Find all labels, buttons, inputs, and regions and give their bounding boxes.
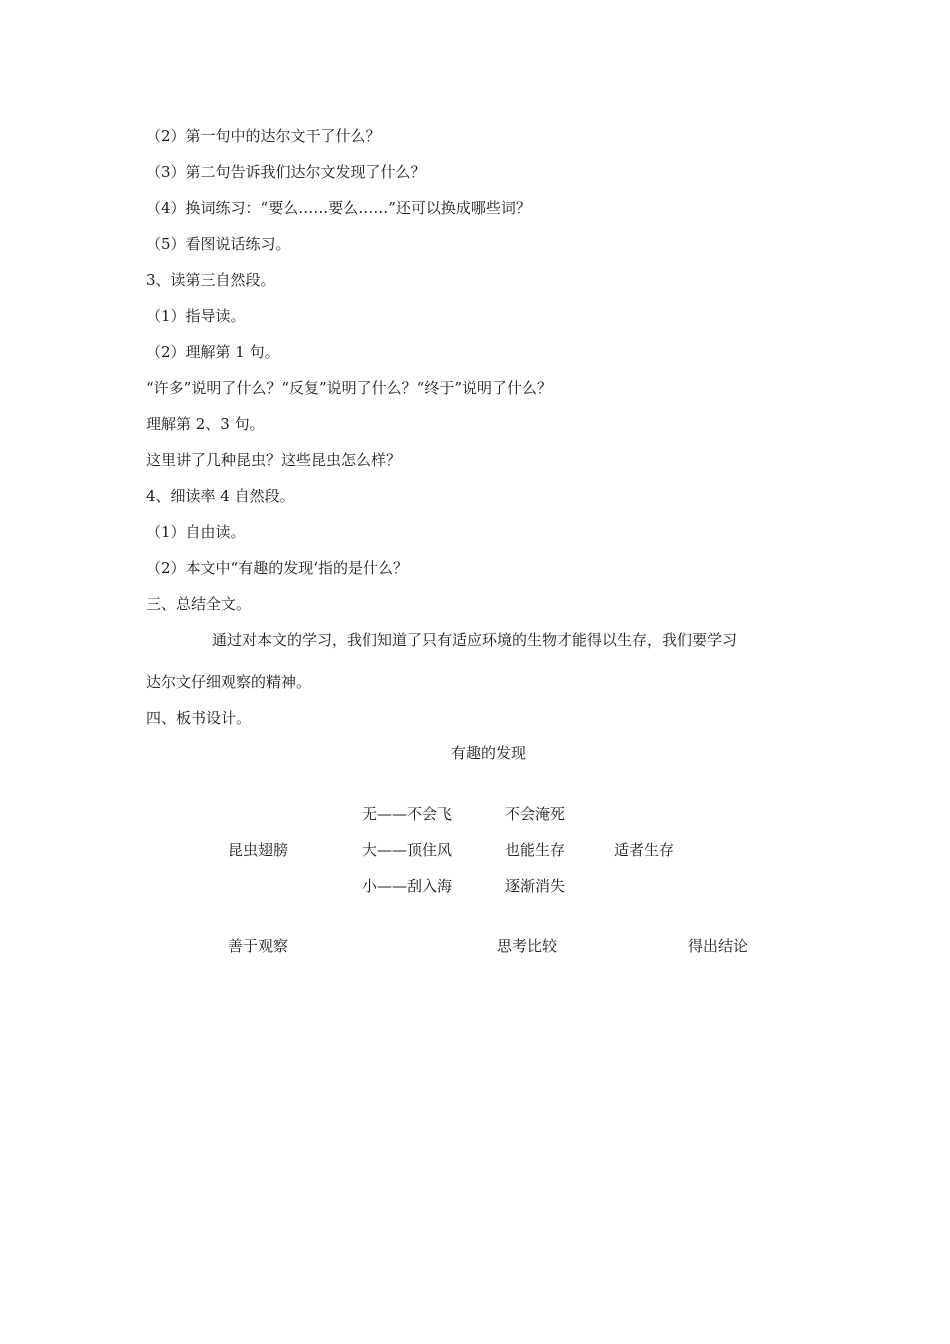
board-cell: 无——不会飞 bbox=[362, 805, 453, 823]
board-right-label: 适者生存 bbox=[614, 841, 675, 859]
text-line: 4、细读率 4 自然段。 bbox=[146, 487, 295, 505]
paragraph-line: 通过对本文的学习，我们知道了只有适应环境的生物才能得以生存，我们要学习 bbox=[212, 631, 738, 649]
text-line: 3、读第三自然段。 bbox=[146, 271, 276, 289]
board-cell: 逐渐消失 bbox=[505, 877, 566, 895]
text-line: （1）自由读。 bbox=[146, 523, 246, 541]
board-title: 有趣的发现 bbox=[451, 744, 527, 762]
section-heading: 三、总结全文。 bbox=[146, 595, 252, 613]
board-bottom-item: 善于观察 bbox=[228, 937, 289, 955]
board-bottom-item: 思考比较 bbox=[497, 937, 558, 955]
board-cell: 大——顶住风 bbox=[362, 841, 453, 859]
board-cell: 不会淹死 bbox=[505, 805, 566, 823]
text-line: （1）指导读。 bbox=[146, 307, 246, 325]
text-line: “许多”说明了什么？“反复”说明了什么？“终于”说明了什么？ bbox=[146, 379, 553, 397]
board-cell: 小——刮入海 bbox=[362, 877, 453, 895]
section-heading: 四、板书设计。 bbox=[146, 709, 252, 727]
board-left-label: 昆虫翅膀 bbox=[228, 841, 289, 859]
text-line: （2）第一句中的达尔文干了什么？ bbox=[146, 127, 381, 145]
board-cell: 也能生存 bbox=[505, 841, 566, 859]
text-line: （2）本文中“有趣的发现‘指的是什么？ bbox=[146, 559, 408, 577]
text-line: （2）理解第 1 句。 bbox=[146, 343, 280, 361]
text-line: （3）第二句告诉我们达尔文发现了什么？ bbox=[146, 163, 426, 181]
text-line: 理解第 2、3 句。 bbox=[146, 415, 265, 433]
text-line: （4）换词练习：“要么……要么……”还可以换成哪些词？ bbox=[146, 199, 531, 217]
board-bottom-item: 得出结论 bbox=[688, 937, 749, 955]
text-line: 这里讲了几种昆虫？这些昆虫怎么样？ bbox=[146, 451, 402, 469]
text-line: （5）看图说话练习。 bbox=[146, 235, 291, 253]
paragraph-line: 达尔文仔细观察的精神。 bbox=[146, 673, 312, 691]
